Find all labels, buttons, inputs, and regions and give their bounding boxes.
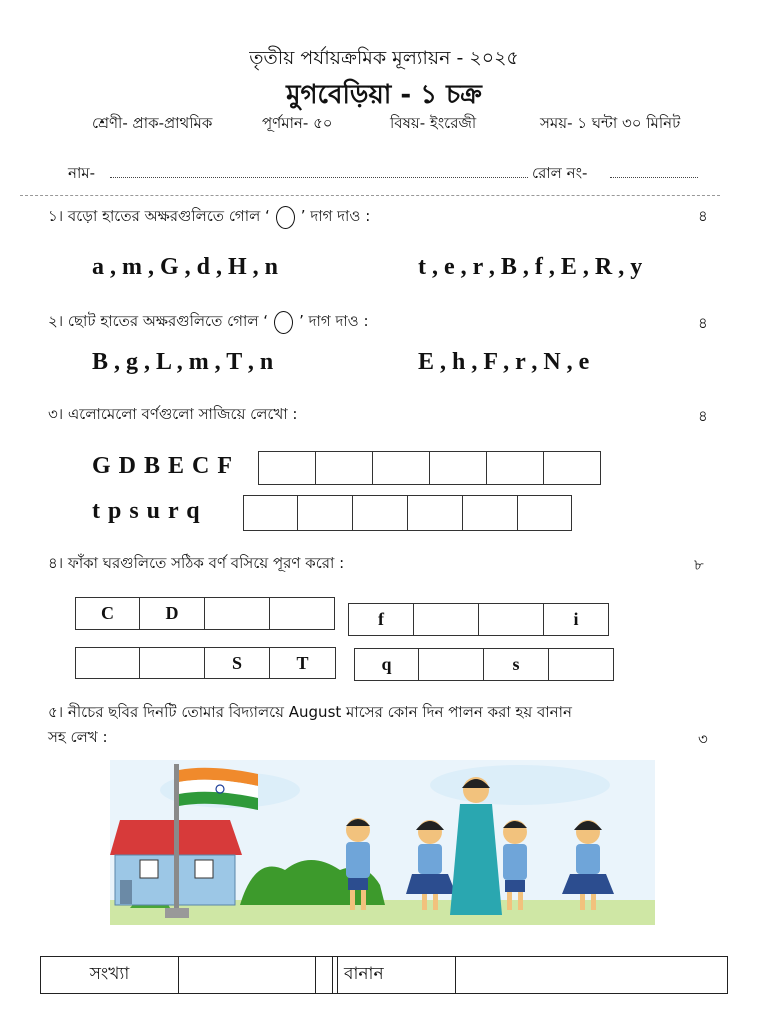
subject: বিষয়- ইংরেজী — [390, 114, 477, 132]
letter-box[interactable]: i — [544, 603, 609, 636]
number-answer-cell[interactable] — [179, 957, 316, 993]
answer-box[interactable] — [243, 495, 298, 531]
q1-text-after: ’ দাগ দাও : — [300, 207, 371, 225]
q3-answer-boxes-1 — [258, 451, 601, 485]
q3-instruction: ৩। এলোমেলো বর্ণগুলো সাজিয়ে লেখো : — [48, 405, 298, 423]
spelling-answer-cell[interactable] — [456, 957, 727, 993]
answer-box[interactable] — [258, 451, 316, 485]
letter-box[interactable] — [479, 603, 544, 636]
table-gap-cell — [316, 957, 333, 993]
q4-row1-left — [75, 597, 335, 630]
letter-box[interactable] — [140, 647, 205, 679]
letter-box[interactable] — [549, 648, 614, 681]
q1-letters-right[interactable]: t , e , r , B , f , E , R , y — [418, 254, 643, 280]
circle-name: মুগবেড়িয়া - ১ চক্র — [286, 80, 482, 110]
letter-box[interactable]: f — [348, 603, 414, 636]
q1-text-before: ১। বড়ো হাতের অক্ষরগুলিতে গোল ‘ — [48, 207, 270, 225]
flag-icon — [179, 768, 258, 810]
q3-jumble-2: t p s u r q — [92, 498, 201, 524]
circle-symbol-icon — [276, 206, 295, 229]
q4-row1-right — [348, 603, 609, 636]
name-label: নাম- — [68, 164, 96, 182]
answer-table — [40, 956, 728, 994]
answer-box[interactable] — [430, 451, 487, 485]
roll-field[interactable] — [610, 177, 698, 178]
q2-marks: ৪ — [698, 314, 708, 332]
letter-box[interactable] — [270, 597, 335, 630]
q4-row2-right — [354, 648, 614, 681]
q2-letters-right[interactable]: E , h , F , r , N , e — [418, 349, 590, 375]
q1-letters-left[interactable]: a , m , G , d , H , n — [92, 254, 279, 280]
number-label: সংখ্যা — [89, 964, 130, 984]
separator-line — [20, 195, 720, 196]
q2-letters-left[interactable]: B , g , L , m , T , n — [92, 349, 274, 375]
letter-box[interactable] — [414, 603, 479, 636]
q3-jumble-1: G D B E C F — [92, 453, 234, 479]
number-label-cell — [41, 957, 179, 993]
answer-box[interactable] — [544, 451, 601, 485]
q1-instruction — [48, 205, 370, 230]
q5-instruction-line1: ৫। নীচের ছবির দিনটি তোমার বিদ্যালয়ে August মাসের কোন দিন পালন করা হয় বানান — [48, 703, 572, 721]
q5-marks: ৩ — [698, 730, 708, 748]
answer-box[interactable] — [487, 451, 544, 485]
full-marks: পূর্ণমান- ৫০ — [262, 114, 333, 132]
answer-box[interactable] — [408, 495, 463, 531]
letter-box[interactable] — [419, 648, 484, 681]
q2-text-before: ২। ছোট হাতের অক্ষরগুলিতে গোল ‘ — [48, 312, 269, 330]
q4-row2-left — [75, 647, 336, 679]
circle-symbol-icon — [274, 311, 293, 334]
letter-box[interactable] — [205, 597, 270, 630]
exam-title: তৃতীয় পর্যায়ক্রমিক মূল্যায়ন - ২০২৫ — [249, 47, 519, 69]
letter-box[interactable]: D — [140, 597, 205, 630]
q5-instruction-line2: সহ লেখ : — [48, 728, 108, 746]
letter-box[interactable]: q — [354, 648, 419, 681]
letter-box[interactable]: S — [205, 647, 270, 679]
q3-marks: ৪ — [698, 407, 708, 425]
exam-time: সময়- ১ ঘন্টা ৩০ মিনিট — [540, 114, 681, 132]
spelling-label: বানান — [344, 964, 384, 984]
answer-box[interactable] — [373, 451, 430, 485]
q1-marks: ৪ — [698, 207, 708, 225]
answer-box[interactable] — [353, 495, 408, 531]
q4-marks: ৮ — [694, 556, 704, 574]
answer-box[interactable] — [316, 451, 373, 485]
spelling-label-cell — [338, 957, 456, 993]
letter-box[interactable] — [75, 647, 140, 679]
q2-text-after: ’ দাগ দাও : — [299, 312, 369, 330]
flag-pole — [174, 764, 179, 914]
answer-box[interactable] — [463, 495, 518, 531]
independence-day-illustration — [110, 760, 655, 925]
q4-instruction: ৪। ফাঁকা ঘরগুলিতে সঠিক বর্ণ বসিয়ে পূরণ করো : — [48, 554, 345, 572]
letter-box[interactable]: s — [484, 648, 549, 681]
q3-answer-boxes-2 — [243, 495, 572, 531]
class-label: শ্রেণী- প্রাক-প্রাথমিক — [92, 114, 213, 132]
name-field[interactable] — [110, 177, 528, 178]
roll-label: রোল নং- — [532, 164, 588, 182]
q2-instruction — [48, 310, 369, 335]
letter-box[interactable]: C — [75, 597, 140, 630]
answer-box[interactable] — [518, 495, 572, 531]
answer-box[interactable] — [298, 495, 353, 531]
letter-box[interactable]: T — [270, 647, 336, 679]
